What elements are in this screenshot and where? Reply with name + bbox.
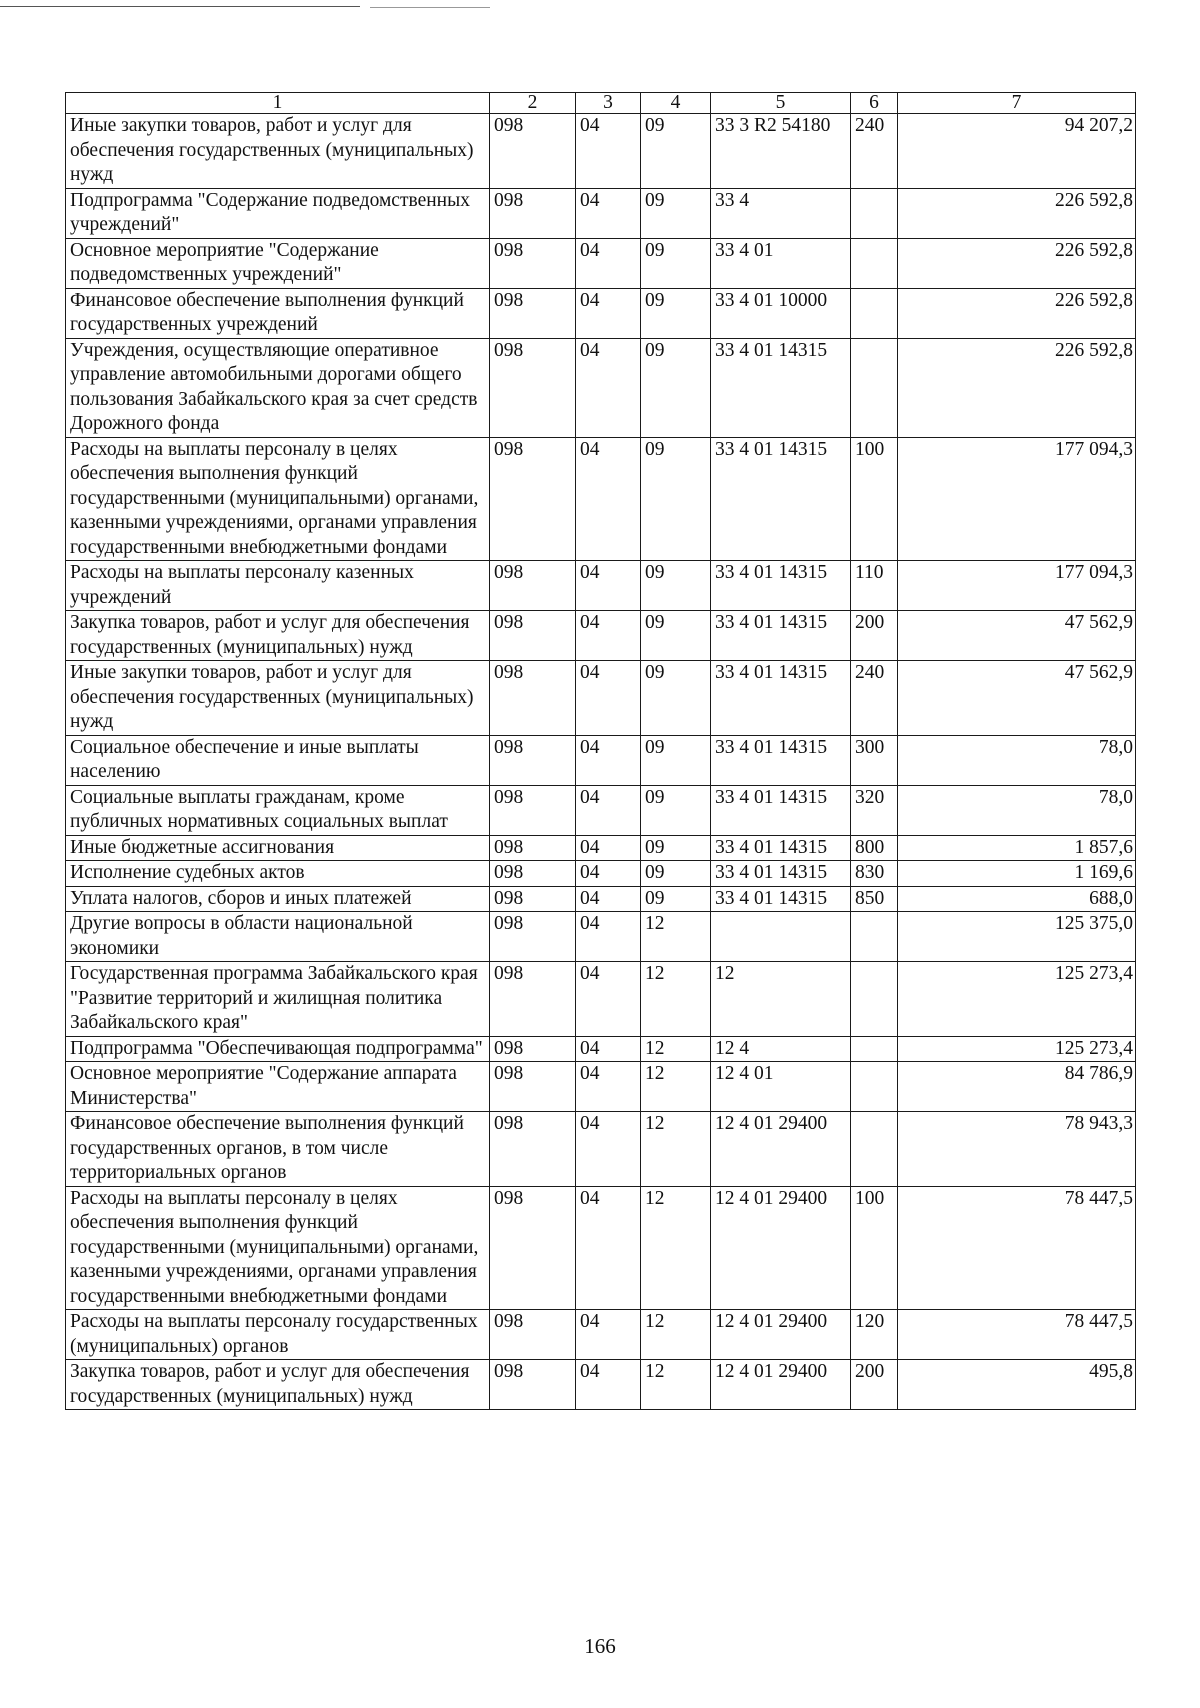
amount-cell: 78 447,5	[898, 1310, 1136, 1360]
table-row	[66, 437, 1136, 561]
subsection-code-cell: 09	[641, 861, 711, 887]
expense-type-cell	[851, 1062, 898, 1112]
table-row	[66, 611, 1136, 661]
expense-type-cell	[851, 1036, 898, 1062]
target-code-cell: 33 4	[711, 188, 851, 238]
target-code-cell: 33 4 01 10000	[711, 288, 851, 338]
row-name-cell: Расходы на выплаты персоналу в целях обеспечения выполнения функций государственными (муниципальными) органами, казенными учреждениями, органами управления государственными внебюджетными фондами	[66, 437, 490, 561]
expense-type-cell: 200	[851, 611, 898, 661]
ministry-code-cell: 098	[490, 785, 576, 835]
table-row	[66, 1360, 1136, 1410]
ministry-code-cell: 098	[490, 1310, 576, 1360]
row-name-cell: Иные закупки товаров, работ и услуг для обеспечения государственных (муниципальных) нужд	[66, 114, 490, 189]
table-row	[66, 735, 1136, 785]
table-row	[66, 561, 1136, 611]
budget-table	[65, 92, 1136, 1410]
amount-cell: 78 447,5	[898, 1186, 1136, 1310]
section-code-cell: 04	[576, 238, 641, 288]
section-code-cell: 04	[576, 1186, 641, 1310]
ministry-code-cell: 098	[490, 661, 576, 736]
section-code-cell: 04	[576, 962, 641, 1037]
row-name-cell: Расходы на выплаты персоналу казенных учреждений	[66, 561, 490, 611]
target-code-cell: 33 4 01 14315	[711, 338, 851, 437]
row-name-cell: Финансовое обеспечение выполнения функций государственных органов, в том числе территориальных органов	[66, 1112, 490, 1187]
ministry-code-cell: 098	[490, 1062, 576, 1112]
header-row	[66, 93, 1136, 114]
amount-cell: 177 094,3	[898, 561, 1136, 611]
amount-cell: 125 375,0	[898, 912, 1136, 962]
expense-type-cell: 200	[851, 1360, 898, 1410]
section-code-cell: 04	[576, 1112, 641, 1187]
target-code-cell: 12 4 01 29400	[711, 1186, 851, 1310]
page-number: 166	[584, 1634, 616, 1658]
header-col-5: 5	[711, 93, 851, 114]
expense-type-cell	[851, 338, 898, 437]
header-col-6: 6	[851, 93, 898, 114]
target-code-cell	[711, 912, 851, 962]
row-name-cell: Социальное обеспечение и иные выплаты населению	[66, 735, 490, 785]
expense-type-cell	[851, 1112, 898, 1187]
row-name-cell: Учреждения, осуществляющие оперативное управление автомобильными дорогами общего пользования Забайкальского края за счет средств Дорожного фонда	[66, 338, 490, 437]
ministry-code-cell: 098	[490, 238, 576, 288]
section-code-cell: 04	[576, 338, 641, 437]
row-name-cell: Расходы на выплаты персоналу в целях обеспечения выполнения функций государственными (муниципальными) органами, казенными учреждениями, органами управления государственными внебюджетными фондами	[66, 1186, 490, 1310]
subsection-code-cell: 09	[641, 338, 711, 437]
target-code-cell: 12 4 01 29400	[711, 1310, 851, 1360]
target-code-cell: 33 4 01 14315	[711, 611, 851, 661]
row-name-cell: Государственная программа Забайкальского края "Развитие территорий и жилищная политика Забайкальского края"	[66, 962, 490, 1037]
table-row	[66, 1062, 1136, 1112]
expense-type-cell: 240	[851, 661, 898, 736]
amount-cell: 84 786,9	[898, 1062, 1136, 1112]
amount-cell: 78,0	[898, 735, 1136, 785]
section-code-cell: 04	[576, 1062, 641, 1112]
subsection-code-cell: 09	[641, 735, 711, 785]
amount-cell: 125 273,4	[898, 962, 1136, 1037]
expense-type-cell: 100	[851, 437, 898, 561]
amount-cell: 688,0	[898, 886, 1136, 912]
expense-type-cell: 850	[851, 886, 898, 912]
section-code-cell: 04	[576, 288, 641, 338]
row-name-cell: Другие вопросы в области национальной экономики	[66, 912, 490, 962]
subsection-code-cell: 09	[641, 288, 711, 338]
amount-cell: 47 562,9	[898, 611, 1136, 661]
subsection-code-cell: 12	[641, 1036, 711, 1062]
row-name-cell: Финансовое обеспечение выполнения функций государственных учреждений	[66, 288, 490, 338]
subsection-code-cell: 09	[641, 437, 711, 561]
table-row	[66, 912, 1136, 962]
row-name-cell: Социальные выплаты гражданам, кроме публичных нормативных социальных выплат	[66, 785, 490, 835]
row-name-cell: Подпрограмма "Обеспечивающая подпрограмма"	[66, 1036, 490, 1062]
expense-type-cell: 110	[851, 561, 898, 611]
ministry-code-cell: 098	[490, 288, 576, 338]
amount-cell: 78,0	[898, 785, 1136, 835]
header-col-3: 3	[576, 93, 641, 114]
amount-cell: 1 169,6	[898, 861, 1136, 887]
section-code-cell: 04	[576, 1036, 641, 1062]
section-code-cell: 04	[576, 114, 641, 189]
ministry-code-cell: 098	[490, 338, 576, 437]
subsection-code-cell: 09	[641, 561, 711, 611]
target-code-cell: 12 4 01	[711, 1062, 851, 1112]
subsection-code-cell: 12	[641, 1310, 711, 1360]
row-name-cell: Подпрограмма "Содержание подведомственных учреждений"	[66, 188, 490, 238]
amount-cell: 125 273,4	[898, 1036, 1136, 1062]
section-code-cell: 04	[576, 861, 641, 887]
target-code-cell: 33 4 01 14315	[711, 785, 851, 835]
table-row	[66, 835, 1136, 861]
table-row	[66, 861, 1136, 887]
section-code-cell: 04	[576, 785, 641, 835]
section-code-cell: 04	[576, 611, 641, 661]
expense-type-cell	[851, 962, 898, 1037]
amount-cell: 226 592,8	[898, 288, 1136, 338]
ministry-code-cell: 098	[490, 611, 576, 661]
section-code-cell: 04	[576, 912, 641, 962]
ministry-code-cell: 098	[490, 1112, 576, 1187]
subsection-code-cell: 09	[641, 114, 711, 189]
section-code-cell: 04	[576, 437, 641, 561]
target-code-cell: 33 4 01 14315	[711, 835, 851, 861]
ministry-code-cell: 098	[490, 1360, 576, 1410]
target-code-cell: 33 4 01 14315	[711, 735, 851, 785]
target-code-cell: 12 4	[711, 1036, 851, 1062]
table-row	[66, 661, 1136, 736]
target-code-cell: 12	[711, 962, 851, 1037]
subsection-code-cell: 09	[641, 835, 711, 861]
amount-cell: 226 592,8	[898, 188, 1136, 238]
row-name-cell: Иные бюджетные ассигнования	[66, 835, 490, 861]
subsection-code-cell: 09	[641, 611, 711, 661]
target-code-cell: 33 4 01 14315	[711, 886, 851, 912]
row-name-cell: Уплата налогов, сборов и иных платежей	[66, 886, 490, 912]
row-name-cell: Закупка товаров, работ и услуг для обеспечения государственных (муниципальных) нужд	[66, 1360, 490, 1410]
amount-cell: 177 094,3	[898, 437, 1136, 561]
table-row	[66, 114, 1136, 189]
subsection-code-cell: 09	[641, 238, 711, 288]
subsection-code-cell: 12	[641, 1112, 711, 1187]
amount-cell: 78 943,3	[898, 1112, 1136, 1187]
ministry-code-cell: 098	[490, 188, 576, 238]
ministry-code-cell: 098	[490, 561, 576, 611]
expense-type-cell: 120	[851, 1310, 898, 1360]
section-code-cell: 04	[576, 735, 641, 785]
expense-type-cell: 240	[851, 114, 898, 189]
row-name-cell: Исполнение судебных актов	[66, 861, 490, 887]
expense-type-cell	[851, 188, 898, 238]
target-code-cell: 33 4 01 14315	[711, 561, 851, 611]
expense-type-cell: 300	[851, 735, 898, 785]
section-code-cell: 04	[576, 661, 641, 736]
expense-type-cell: 100	[851, 1186, 898, 1310]
target-code-cell: 33 4 01 14315	[711, 861, 851, 887]
subsection-code-cell: 09	[641, 886, 711, 912]
table-row	[66, 1186, 1136, 1310]
ministry-code-cell: 098	[490, 1186, 576, 1310]
row-name-cell: Расходы на выплаты персоналу государственных (муниципальных) органов	[66, 1310, 490, 1360]
amount-cell: 47 562,9	[898, 661, 1136, 736]
ministry-code-cell: 098	[490, 835, 576, 861]
ministry-code-cell: 098	[490, 886, 576, 912]
row-name-cell: Основное мероприятие "Содержание аппарата Министерства"	[66, 1062, 490, 1112]
header-col-7: 7	[898, 93, 1136, 114]
target-code-cell: 33 4 01 14315	[711, 661, 851, 736]
target-code-cell: 33 4 01 14315	[711, 437, 851, 561]
top-scan-rule	[0, 6, 360, 7]
table-row	[66, 785, 1136, 835]
table-row	[66, 288, 1136, 338]
ministry-code-cell: 098	[490, 912, 576, 962]
expense-type-cell	[851, 912, 898, 962]
ministry-code-cell: 098	[490, 735, 576, 785]
table-row	[66, 1310, 1136, 1360]
section-code-cell: 04	[576, 1360, 641, 1410]
subsection-code-cell: 09	[641, 661, 711, 736]
subsection-code-cell: 12	[641, 1360, 711, 1410]
expense-type-cell	[851, 238, 898, 288]
section-code-cell: 04	[576, 188, 641, 238]
ministry-code-cell: 098	[490, 1036, 576, 1062]
expense-type-cell	[851, 288, 898, 338]
amount-cell: 1 857,6	[898, 835, 1136, 861]
subsection-code-cell: 12	[641, 1062, 711, 1112]
subsection-code-cell: 12	[641, 962, 711, 1037]
target-code-cell: 12 4 01 29400	[711, 1112, 851, 1187]
header-col-4: 4	[641, 93, 711, 114]
row-name-cell: Закупка товаров, работ и услуг для обеспечения государственных (муниципальных) нужд	[66, 611, 490, 661]
table-body	[66, 114, 1136, 1410]
section-code-cell: 04	[576, 835, 641, 861]
subsection-code-cell: 09	[641, 188, 711, 238]
target-code-cell: 33 4 01	[711, 238, 851, 288]
amount-cell: 226 592,8	[898, 238, 1136, 288]
table-header	[66, 93, 1136, 114]
expense-type-cell: 800	[851, 835, 898, 861]
table-row	[66, 886, 1136, 912]
table-row	[66, 1112, 1136, 1187]
top-scan-rule-secondary	[370, 7, 490, 8]
section-code-cell: 04	[576, 561, 641, 611]
table-row	[66, 1036, 1136, 1062]
amount-cell: 495,8	[898, 1360, 1136, 1410]
ministry-code-cell: 098	[490, 861, 576, 887]
ministry-code-cell: 098	[490, 962, 576, 1037]
target-code-cell: 12 4 01 29400	[711, 1360, 851, 1410]
table-row	[66, 338, 1136, 437]
ministry-code-cell: 098	[490, 114, 576, 189]
table-row	[66, 238, 1136, 288]
header-col-2: 2	[490, 93, 576, 114]
subsection-code-cell: 12	[641, 912, 711, 962]
subsection-code-cell: 09	[641, 785, 711, 835]
section-code-cell: 04	[576, 1310, 641, 1360]
table-row	[66, 962, 1136, 1037]
amount-cell: 226 592,8	[898, 338, 1136, 437]
row-name-cell: Иные закупки товаров, работ и услуг для обеспечения государственных (муниципальных) нужд	[66, 661, 490, 736]
ministry-code-cell: 098	[490, 437, 576, 561]
expense-type-cell: 320	[851, 785, 898, 835]
header-col-1: 1	[66, 93, 490, 114]
row-name-cell: Основное мероприятие "Содержание подведомственных учреждений"	[66, 238, 490, 288]
target-code-cell: 33 3 R2 54180	[711, 114, 851, 189]
section-code-cell: 04	[576, 886, 641, 912]
table-row	[66, 188, 1136, 238]
amount-cell: 94 207,2	[898, 114, 1136, 189]
subsection-code-cell: 12	[641, 1186, 711, 1310]
expense-type-cell: 830	[851, 861, 898, 887]
